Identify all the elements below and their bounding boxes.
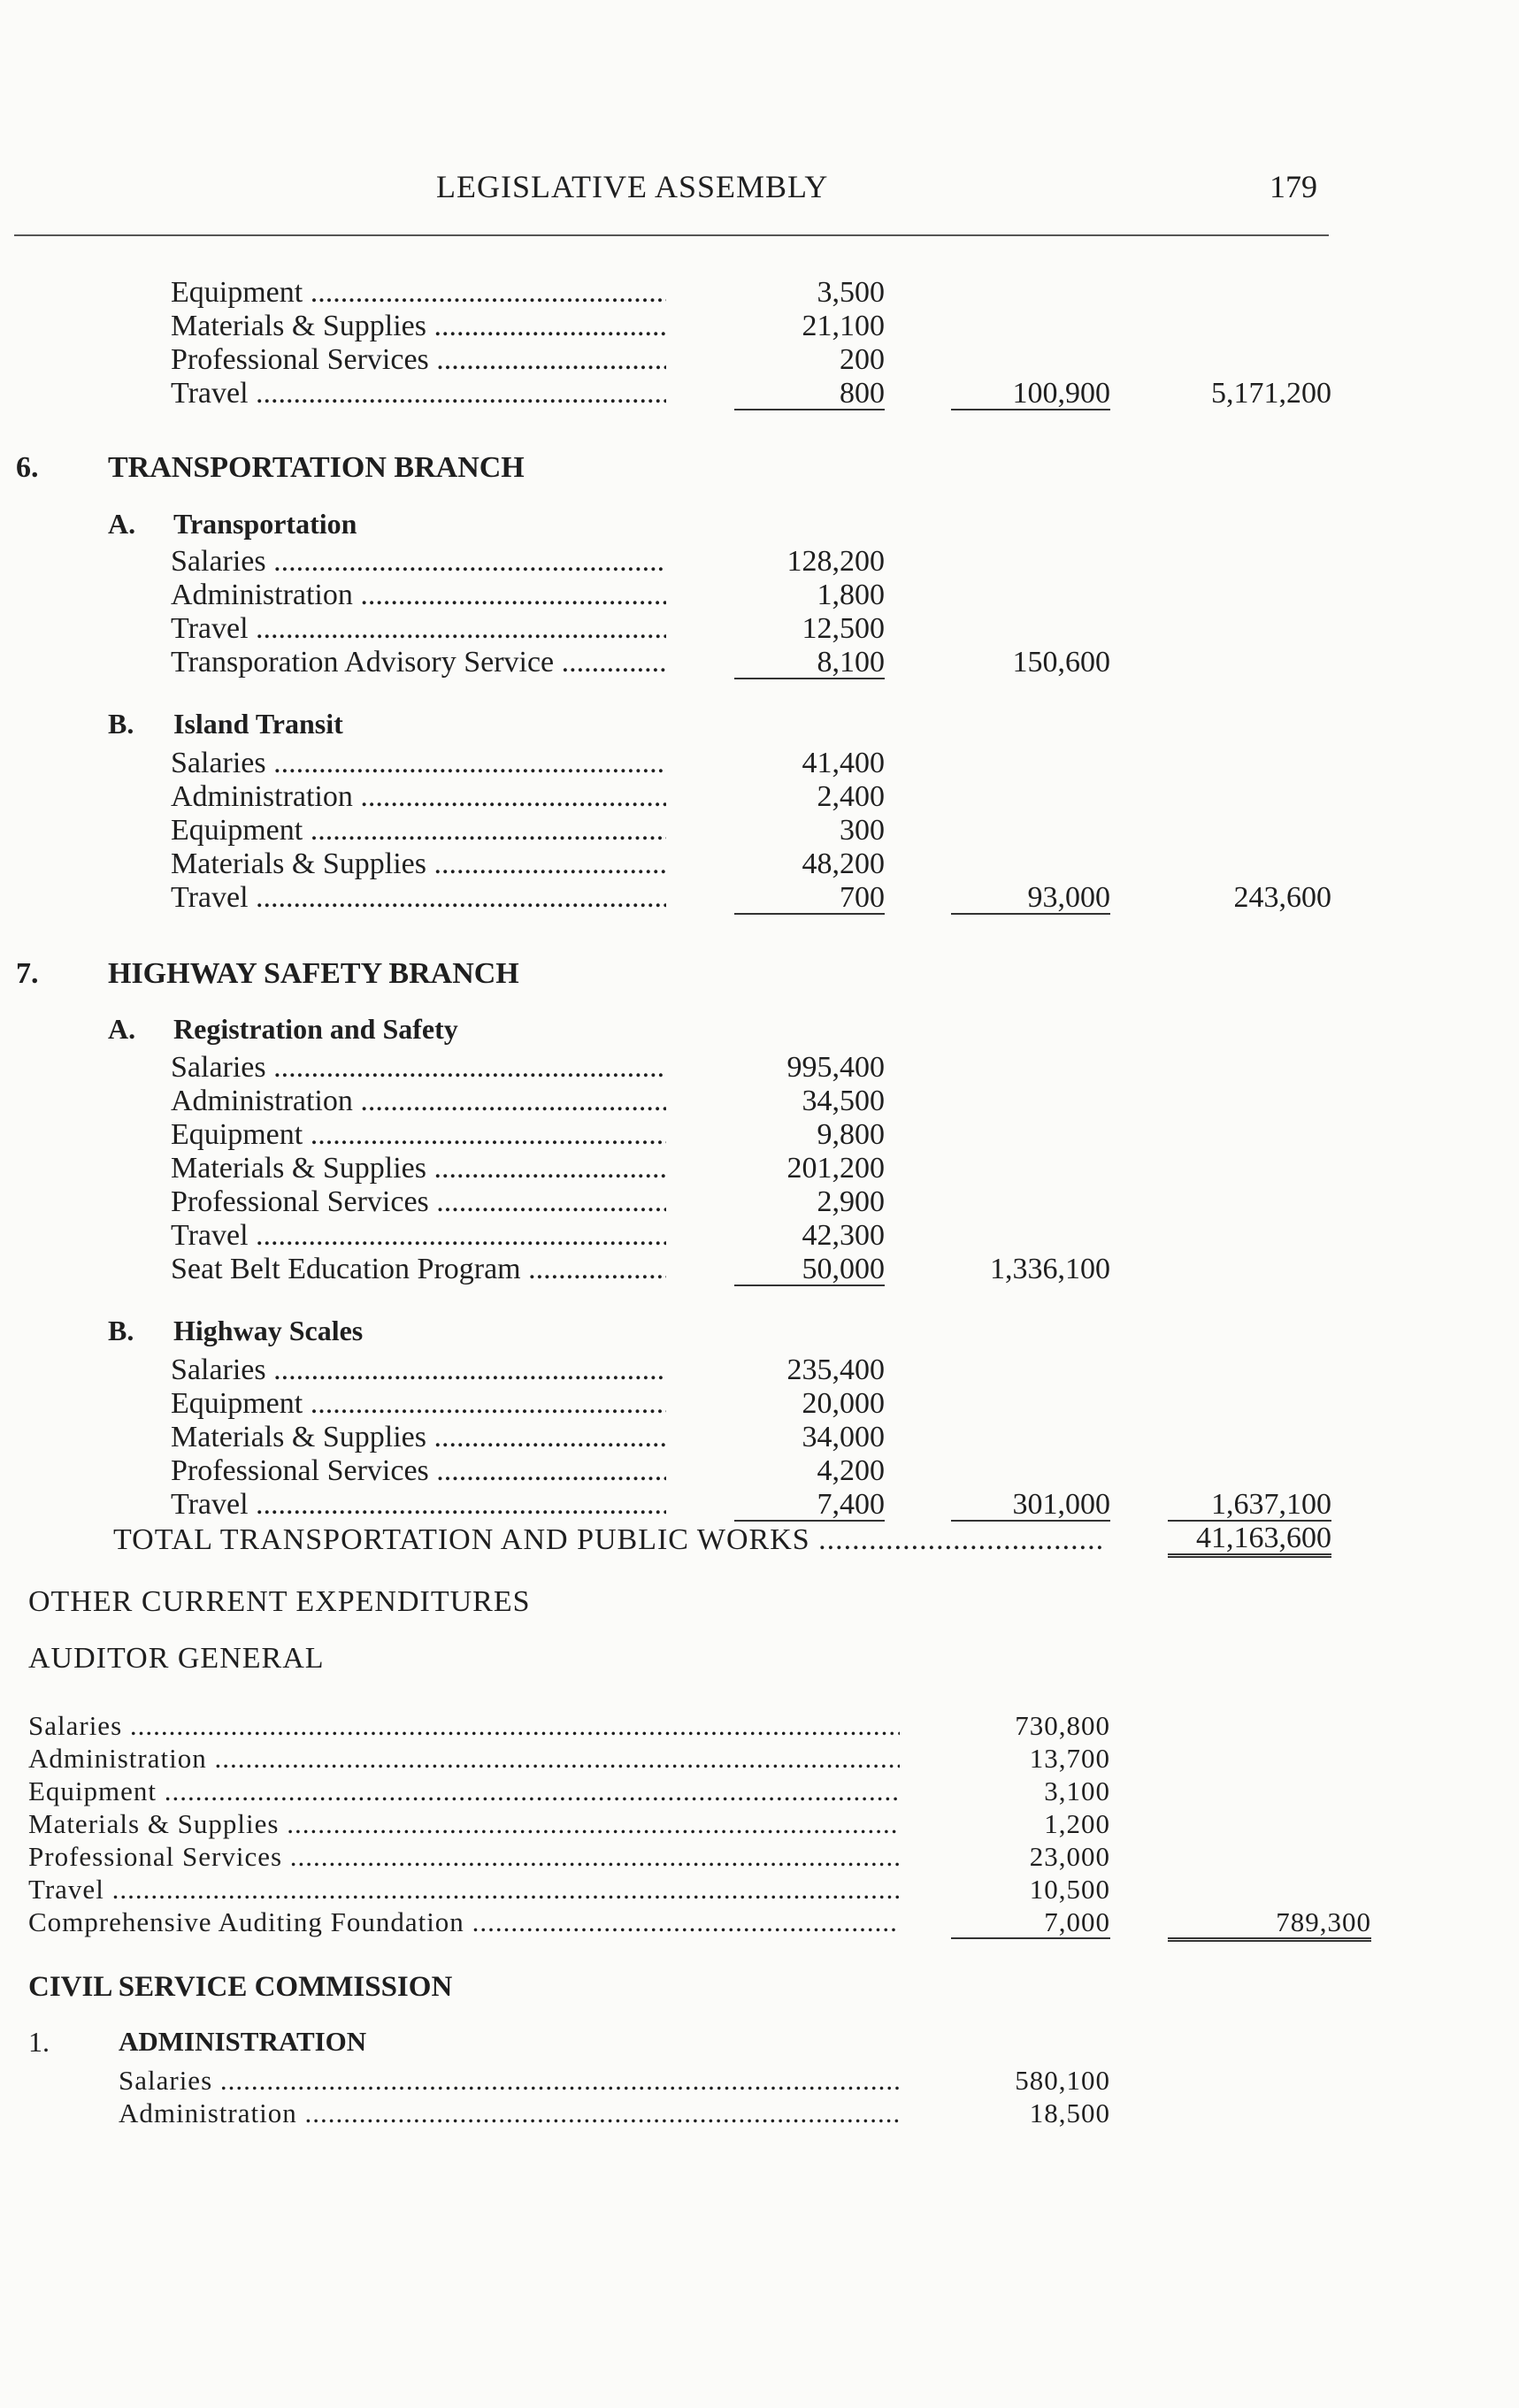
csc-heading: CIVIL SERVICE COMMISSION: [28, 1971, 453, 2003]
row-label: Transporation Advisory Service .....: [171, 648, 666, 678]
value-col2: 150,600: [1012, 646, 1110, 679]
row-label: Materials & Supplies .....: [171, 1154, 666, 1184]
value-col1: 128,200: [786, 545, 885, 578]
other-expenditures-heading: OTHER CURRENT EXPENDITURES: [28, 1585, 531, 1618]
value-col1: 1,800: [817, 579, 885, 611]
value-col2: 10,500: [1029, 1874, 1110, 1905]
row-label: Salaries .....: [171, 1053, 666, 1083]
page-title: LEGISLATIVE ASSEMBLY: [436, 169, 829, 204]
row-label: Equipment .....: [171, 278, 666, 308]
value-col1: 201,200: [786, 1152, 885, 1185]
row-label: Materials & Supplies .....: [171, 849, 666, 879]
subsection-title: Registration and Safety: [173, 1013, 458, 1045]
section-number: 6.: [16, 451, 39, 484]
value-col2: 23,000: [1029, 1841, 1110, 1872]
value-col3: 243,600: [1233, 881, 1331, 914]
value-col1: 995,400: [786, 1051, 885, 1084]
row-label: Travel .....: [171, 379, 666, 409]
subsection-title: Transportation: [173, 508, 357, 540]
value-col2: 18,500: [1029, 2097, 1110, 2128]
section-title: TRANSPORTATION BRANCH: [108, 451, 525, 484]
row-label: Travel .....: [171, 1221, 666, 1251]
subsection-letter: A.: [108, 1013, 136, 1045]
row-label: Professional Services .....: [171, 1187, 666, 1217]
value-col1: 200: [840, 343, 885, 376]
row-label: Equipment .....: [171, 1389, 666, 1419]
row-label: Equipment .....: [171, 1120, 666, 1150]
row-label: Administration .....: [119, 2098, 901, 2128]
value-col1: 300: [840, 814, 885, 847]
value-col2: 1,336,100: [990, 1253, 1110, 1285]
value-col1: 12,500: [802, 612, 885, 645]
value-col1: 34,000: [802, 1421, 885, 1453]
section-number: 7.: [16, 957, 39, 990]
page-number: 179: [1270, 169, 1317, 204]
value-col2: 730,800: [1015, 1710, 1110, 1741]
row-label: Administration .....: [171, 782, 666, 812]
value-col1: 800: [734, 379, 885, 410]
total-row: [0, 1523, 1519, 1553]
row-label: Professional Services .....: [171, 345, 666, 375]
total-value: 41,163,600: [1168, 1523, 1331, 1558]
value-col1: 3,500: [817, 276, 885, 309]
subsection-letter: A.: [108, 508, 136, 540]
auditor-general-heading: AUDITOR GENERAL: [28, 1642, 325, 1675]
value-col3: 789,300: [1168, 1907, 1371, 1942]
row-label: Travel .....: [171, 1490, 666, 1520]
value-col1: 42,300: [802, 1219, 885, 1252]
row-label: Salaries .....: [171, 547, 666, 577]
row-label: Salaries .....: [171, 748, 666, 778]
value-col1: 20,000: [802, 1387, 885, 1420]
value-col1: 34,500: [802, 1085, 885, 1117]
row-label: Materials & Supplies .....: [28, 1809, 900, 1839]
header-rule: [14, 234, 1329, 236]
row-label: Professional Services .....: [171, 1456, 666, 1486]
row-label: Travel .....: [171, 883, 666, 913]
section-title: ADMINISTRATION: [119, 2026, 367, 2057]
value-col2: 13,700: [1029, 1743, 1110, 1774]
section-title: HIGHWAY SAFETY BRANCH: [108, 957, 519, 990]
value-col1: 50,000: [734, 1254, 885, 1286]
row-label: Professional Services .....: [28, 1842, 900, 1872]
page-header: [0, 168, 1519, 203]
value-col1: 41,400: [802, 747, 885, 779]
total-label: TOTAL TRANSPORTATION AND PUBLIC WORKS .....: [113, 1523, 1104, 1557]
value-col1: 8,100: [734, 648, 885, 679]
subsection-letter: B.: [108, 1315, 134, 1346]
value-col2: 301,000: [951, 1490, 1110, 1522]
value-col3: 1,637,100: [1168, 1490, 1331, 1522]
subsection-title: Island Transit: [173, 708, 343, 740]
row-label: Travel .....: [28, 1875, 900, 1905]
row-label: Administration .....: [171, 1086, 666, 1116]
value-col1: 9,800: [817, 1118, 885, 1151]
value-col2: 3,100: [1044, 1775, 1110, 1806]
row-label: Materials & Supplies .....: [171, 1423, 666, 1453]
row-label: Equipment .....: [171, 816, 666, 846]
row-label: Equipment .....: [28, 1776, 900, 1806]
row-label: Administration .....: [171, 580, 666, 610]
row-label: Materials & Supplies .....: [171, 311, 666, 341]
value-col1: 7,400: [734, 1490, 885, 1522]
value-col1: 4,200: [817, 1454, 885, 1487]
row-label: Salaries .....: [171, 1355, 666, 1385]
subsection-title: Highway Scales: [173, 1315, 364, 1346]
value-col1: 21,100: [802, 310, 885, 342]
section-number: 1.: [28, 2026, 50, 2058]
subsection-letter: B.: [108, 708, 134, 740]
value-col1: 48,200: [802, 847, 885, 880]
value-col1: 2,400: [817, 780, 885, 813]
value-col2: 7,000: [951, 1907, 1110, 1939]
row-label: Salaries .....: [28, 1711, 900, 1741]
row-label: Salaries .....: [119, 2066, 901, 2096]
value-col2: 1,200: [1044, 1808, 1110, 1839]
row-label: Administration .....: [28, 1744, 900, 1774]
value-col1: 2,900: [817, 1185, 885, 1218]
value-col1: 235,400: [786, 1354, 885, 1386]
value-col1: 700: [734, 883, 885, 915]
row-label: Travel .....: [171, 614, 666, 644]
value-col2: 580,100: [1015, 2065, 1110, 2096]
value-col2: 93,000: [951, 883, 1110, 915]
row-label: Seat Belt Education Program .....: [171, 1254, 666, 1285]
value-col3: 5,171,200: [1211, 377, 1331, 410]
row-label: Comprehensive Auditing Foundation .....: [28, 1907, 900, 1937]
value-col2: 100,900: [951, 379, 1110, 410]
